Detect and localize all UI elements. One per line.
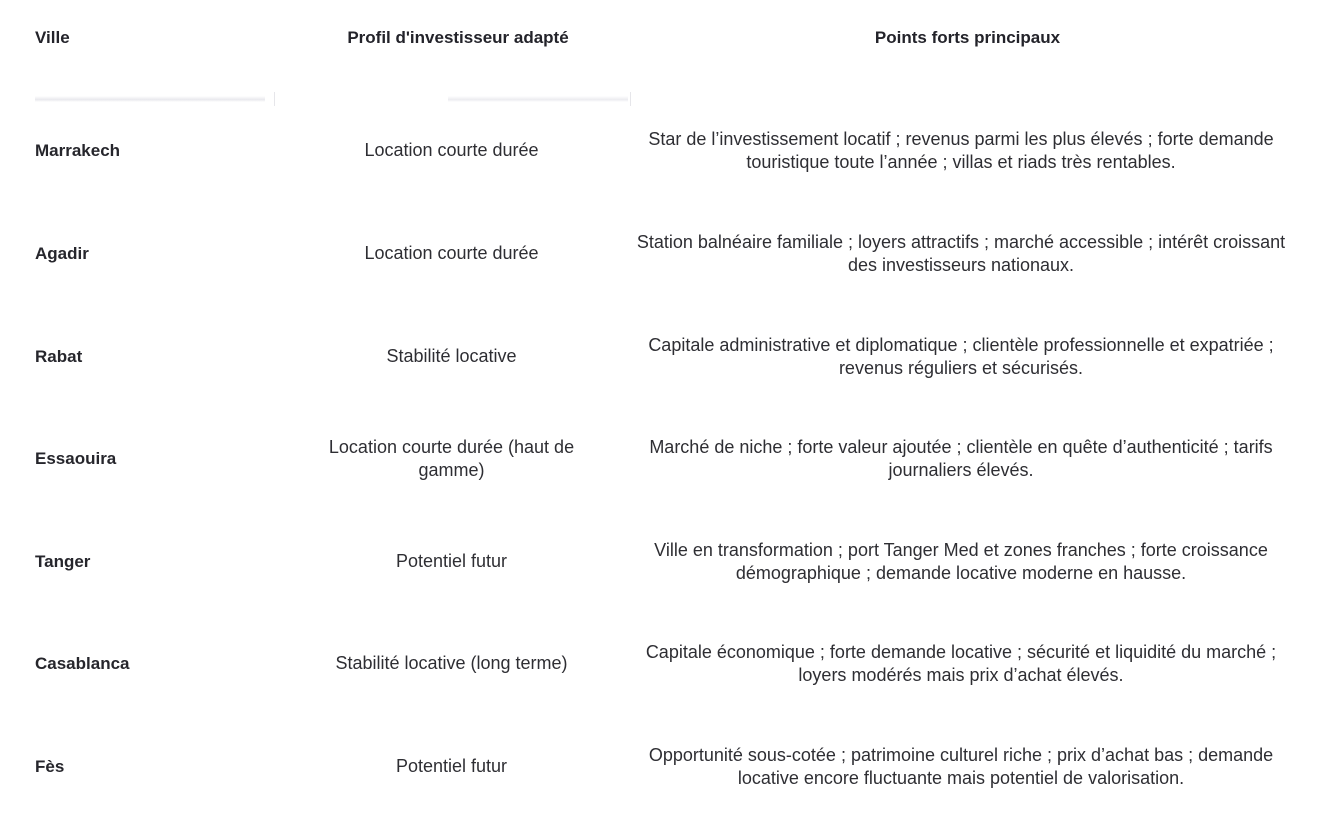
row-highlights: Opportunité sous-cotée ; patrimoine culturel riche ; prix d’achat bas ; demande locative encore fluctuante mais potentiel de valorisation.: [648, 744, 1274, 788]
row-city: Marrakech: [35, 140, 121, 160]
row-highlights: Marché de niche ; forte valeur ajoutée ; clientèle en quête d’authenticité ; tarifs journaliers élevés.: [649, 436, 1273, 480]
row-profile: Location courte durée: [364, 140, 539, 160]
table-row: [0, 407, 1320, 510]
row-profile: Stabilité locative (long terme): [335, 653, 568, 673]
row-highlights: Star de l’investissement locatif ; revenus parmi les plus élevés ; forte demande touristique toute l’année ; villas et riads très rentables.: [648, 128, 1274, 172]
row-highlights: Capitale économique ; forte demande locative ; sécurité et liquidité du marché ; loyers modérés mais prix d’achat élevés.: [645, 641, 1277, 685]
row-city: Essaouira: [35, 448, 117, 468]
row-city: Tanger: [35, 551, 91, 571]
table-row: [0, 202, 1320, 305]
row-profile: Location courte durée: [364, 243, 539, 263]
row-city: Casablanca: [35, 653, 130, 673]
header-profile: Profil d'investisseur adapté: [347, 28, 569, 47]
row-profile: Stabilité locative: [386, 346, 517, 366]
row-profile: Location courte durée (haut de gamme): [328, 436, 575, 480]
header-highlights: Points forts principaux: [874, 28, 1061, 47]
row-profile: Potentiel futur: [395, 756, 508, 776]
table-row: [0, 305, 1320, 408]
table-header: [0, 0, 1320, 80]
table-row: [0, 510, 1320, 613]
table-row: [0, 715, 1320, 818]
row-highlights: Station balnéaire familiale ; loyers attractifs ; marché accessible ; intérêt croissant des investisseurs nationaux.: [636, 231, 1286, 275]
table-row: [0, 612, 1320, 715]
row-profile: Potentiel futur: [395, 551, 508, 571]
table-row: [0, 99, 1320, 202]
row-city: Agadir: [35, 243, 89, 263]
row-city: Fès: [35, 756, 65, 776]
row-city: Rabat: [35, 346, 83, 366]
header-city: Ville: [35, 28, 70, 47]
row-highlights: Capitale administrative et diplomatique ; clientèle professionnelle et expatriée ; revenus réguliers et sécurisés.: [648, 334, 1274, 378]
row-highlights: Ville en transformation ; port Tanger Med et zones franches ; forte croissance démographique ; demande locative moderne en hausse.: [654, 539, 1268, 583]
